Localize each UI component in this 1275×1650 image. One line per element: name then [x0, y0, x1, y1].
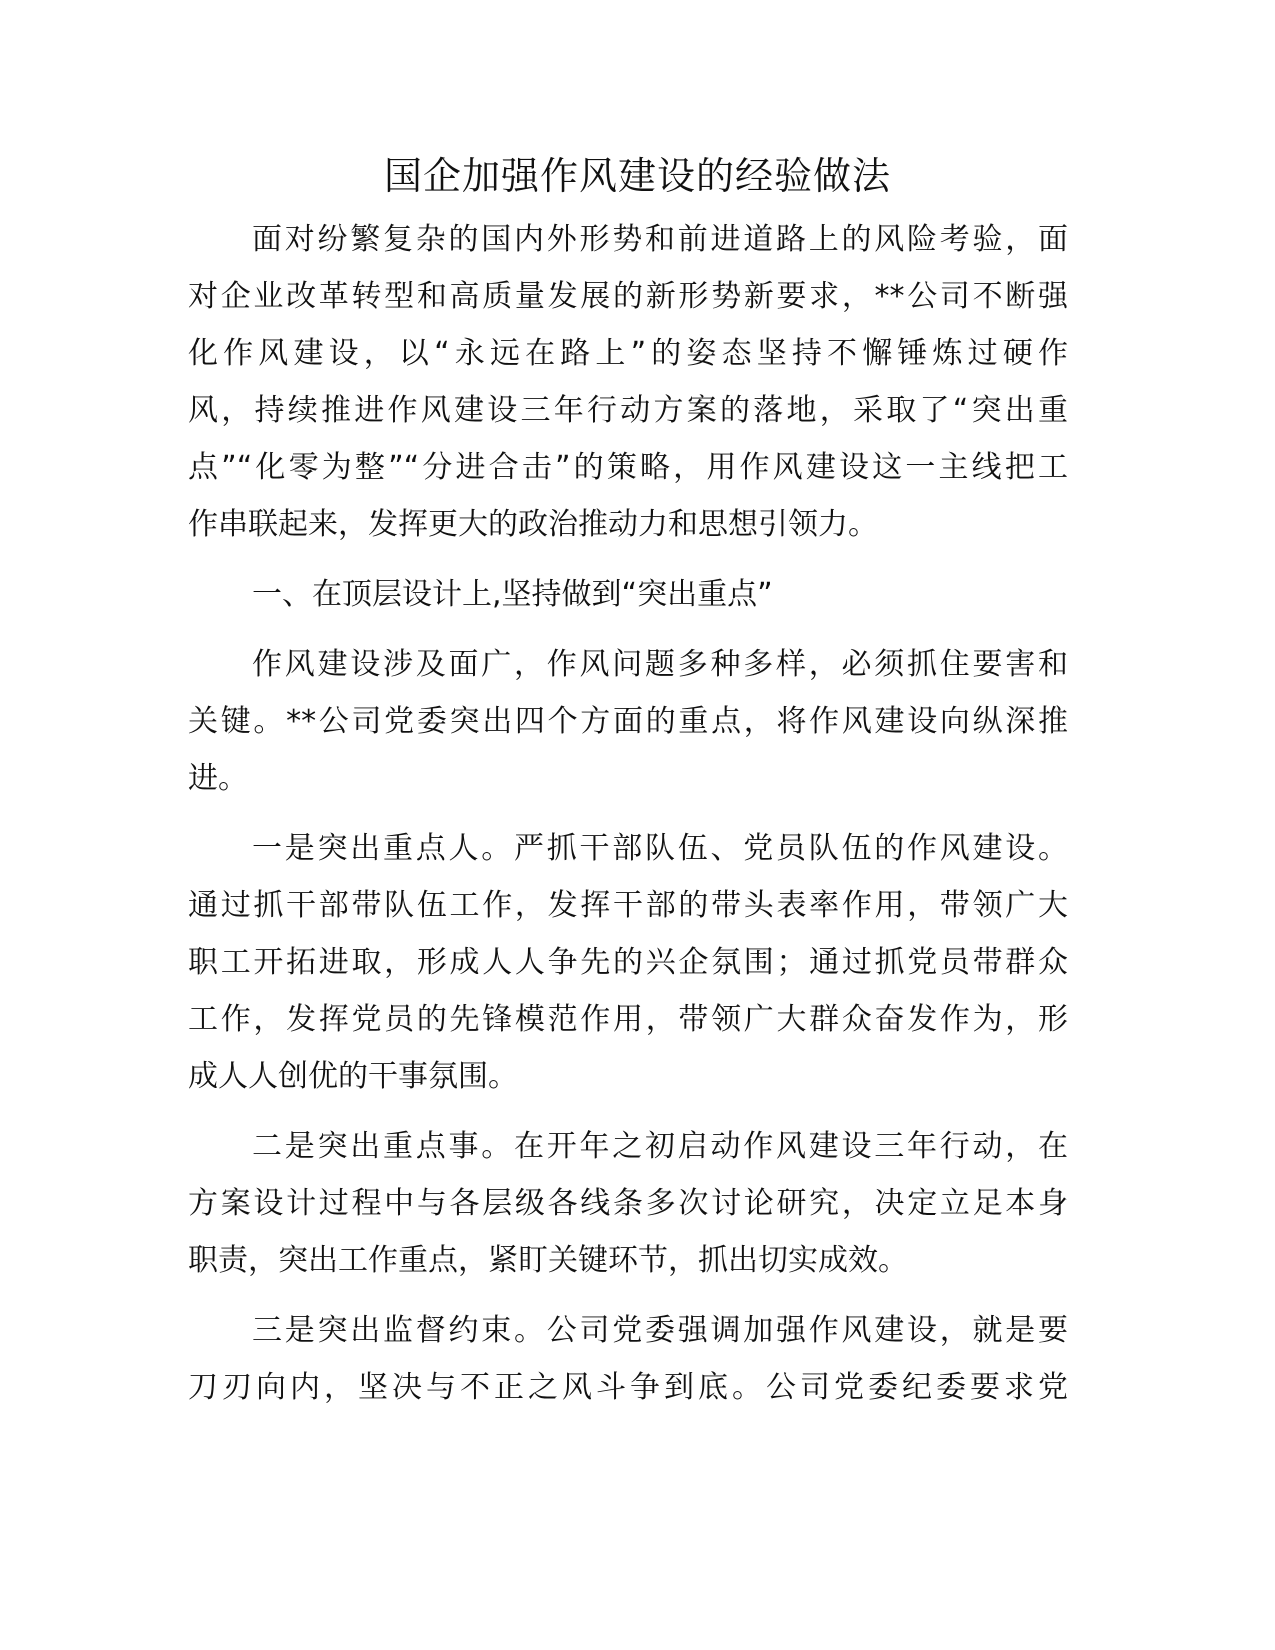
paragraph-1-line-2: 对企业改革转型和高质量发展的新形势新要求，**公司不断强 [188, 279, 1068, 314]
paragraph-3-line-1: 作风建设涉及面广，作风问题多种多样，必须抓住要害和 [252, 647, 1068, 682]
paragraph-1-line-5: 点”“化零为整”“分进合击”的策略，用作风建设这一主线把工 [188, 450, 1068, 485]
paragraph-5-line-2: 方案设计过程中与各层级各线条多次讨论研究，决定立足本身 [188, 1186, 1068, 1221]
paragraph-3-line-2: 关键。**公司党委突出四个方面的重点，将作风建设向纵深推 [188, 704, 1068, 739]
paragraph-1-line-1: 面对纷繁复杂的国内外形势和前进道路上的风险考验，面 [252, 222, 1068, 257]
paragraph-4-line-1: 一是突出重点人。严抓干部队伍、党员队伍的作风建设。 [252, 831, 1068, 866]
document-title: 国企加强作风建设的经验做法 [383, 154, 891, 198]
paragraph-4-line-5: 成人人创优的干事氛围。 [188, 1059, 518, 1094]
paragraph-5-line-3: 职责，突出工作重点，紧盯关键环节，抓出切实成效。 [188, 1243, 908, 1278]
section-heading-1: 一、在顶层设计上,坚持做到“突出重点” [252, 577, 773, 612]
paragraph-6-line-1: 三是突出监督约束。公司党委强调加强作风建设，就是要 [252, 1313, 1068, 1348]
paragraph-1-line-4: 风，持续推进作风建设三年行动方案的落地，采取了“突出重 [188, 393, 1068, 428]
paragraph-5-line-1: 二是突出重点事。在开年之初启动作风建设三年行动，在 [252, 1129, 1068, 1164]
paragraph-6-line-2: 刀刃向内，坚决与不正之风斗争到底。公司党委纪委要求党 [188, 1370, 1068, 1405]
paragraph-4-line-2: 通过抓干部带队伍工作，发挥干部的带头表率作用，带领广大 [188, 888, 1068, 923]
paragraph-4-line-4: 工作，发挥党员的先锋模范作用，带领广大群众奋发作为，形 [188, 1002, 1068, 1037]
paragraph-4-line-3: 职工开拓进取，形成人人争先的兴企氛围；通过抓党员带群众 [188, 945, 1068, 980]
paragraph-1-line-3: 化作风建设，以“永远在路上”的姿态坚持不懈锤炼过硬作 [188, 336, 1068, 371]
paragraph-1-line-6: 作串联起来，发挥更大的政治推动力和思想引领力。 [188, 507, 878, 542]
paragraph-3-line-3: 进。 [188, 761, 248, 796]
